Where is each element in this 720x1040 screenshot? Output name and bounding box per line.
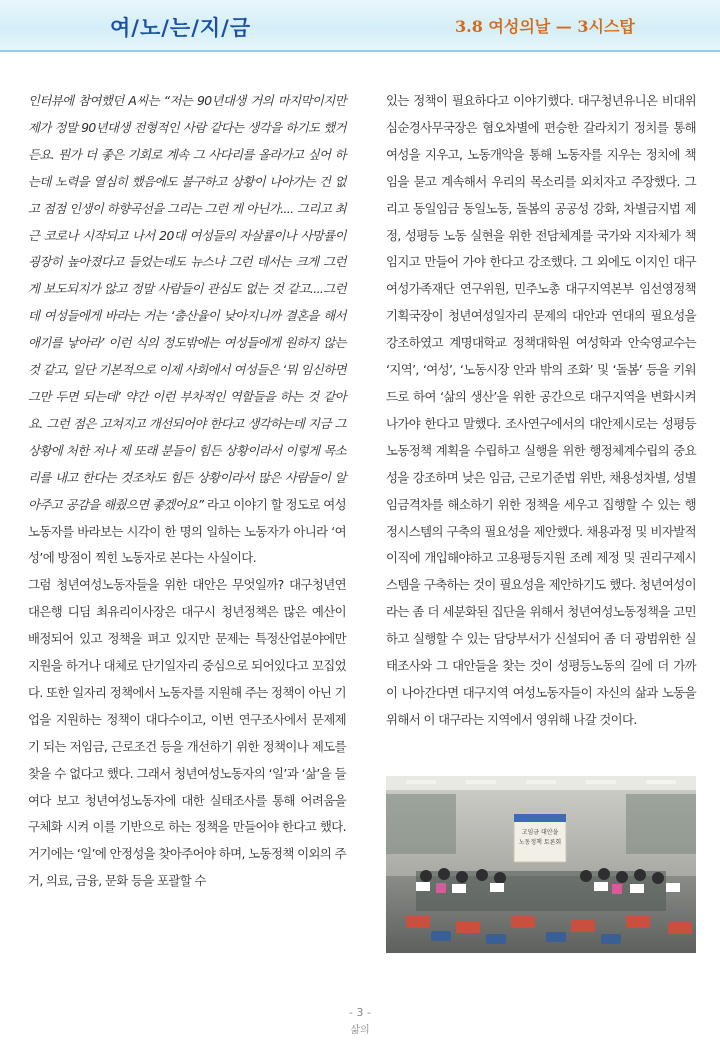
banner-text-line2: 노동정책 토론회	[518, 839, 562, 846]
left-column	[28, 88, 346, 895]
page-number: - 3 -	[349, 1006, 371, 1019]
publication-name: 삶의	[350, 1025, 370, 1036]
interview-quote: 인터뷰에 참여했던 A씨는 “저는 90년대생 거의 마지막이지만 제가 정말 90년대생 전형적인 사람 같다는 생각을 하기도 했거든요. 뭔가 더 좋은 기회로 계속 그 사다리를 올라가고 싶어 하는데 노력을 열심히 했음에도 불구하고 상황이 나아가는 건 없고 점점 인생이 하향곡선을 그리는 그런 게 아닌가.... 그리고 최근 코로나 시작되고 나서 20대 여성들의 자살률이나 사망률이 굉장히 높아졌다고 들었는데도 뉴스나 그런 데서는 크게 그런 게 보도되지가 않고 정말 사람들이 관심도 없는 것 같고....그런데 여성들에게 바라는 거는 ‘출산율이 낮아지니까 결혼을 해서 애기를 낳아라’ 이런 식의 정도밖에는 여성들에게 원하지 않는 것 같고, 일단 기본적으로 이제 사회에서 여성들은 ‘뭐 임신하면 그만 두면 되는데’ 약간 이런 부차적인 역할들을 하는 것 같아요. 그런 점은 고쳐지고 개선되어야 한다고 생각하는데 지금 그 상황에 처한 저나 제 또래 분들이 힘든 상황이라서 이렇게 목소리를 내고 한다는 것조차도 힘든 상황이라서 많은 사람들이 알아주고 공감을 해줬으면 좋겠어요”	[28, 93, 346, 512]
right-column	[386, 88, 696, 734]
left-paragraph-1	[28, 88, 346, 572]
section-title: 여/노/는/지/금	[110, 16, 252, 40]
section-subtitle: 3.8 여성의날 — 3시스탑	[455, 17, 635, 36]
right-paragraph-1: 있는 정책이 필요하다고 이야기했다. 대구청년유니온 비대위 심순경사무국장은 혐오차별에 편승한 갈라치기 정치를 통해 여성을 지우고, 노동개악을 통해 노동자를 지우는 정치에 책임을 묻고 계속해서 우리의 목소리를 외치자고 주장했다. 그리고 동일임금 동일노동, 돌봄의 공공성 강화, 차별금지법 제정, 성평등 노동 실현을 위한 전담체계를 국가와 지자체가 책임지고 만들어 가야 한다고 강조했다. 그 외에도 이지인 대구여성가족재단 연구위원, 민주노총 대구지역본부 임선영정책기획국장이 청년여성일자리 문제의 대안과 연대의 필요성을 강조하였고 계명대학교 정책대학원 여성학과 안숙영교수는 ‘지역’, ‘여성’, ‘노동시장 안과 밖의 조화’ 및 ‘돌봄’ 등을 키워드로 하여 ‘삶의 생산’을 위한 공간으로 대구지역을 변화시켜 나가야 한다고 말했다. 조사연구에서의 대안제시로는 성평등 노동정책 계획을 수립하고 실행을 위한 행정체계수립의 중요성을 강조하며 낮은 임금, 근로기준법 위반, 채용성차별, 성별임금격차를 해소하기 위한 정책을 세우고 집행할 수 있는 행정시스템의 구축의 필요성을 제안했다. 채용과정 및 비자발적 이직에 개입해야하고 고용평등지원 조례 제정 및 권리구제시스템을 구축하는 것이 필요성을 제안하기도 했다. 청년여성이라는 좀 더 세분화된 집단을 위해서 청년여성노동정책을 고민하고 실행할 수 있는 담당부서가 신설되어 좀 더 광범위한 실태조사와 그 대안들을 찾는 것이 성평등노동의 길에 더 가까이 나아간다면 대구지역 여성노동자들이 자신의 삶과 노동을 위해서 이 대구라는 지역에서 영위해 나갈 것이다.	[386, 93, 696, 727]
header-divider	[0, 50, 720, 52]
banner-text-line1: 고임금 대안을	[521, 829, 559, 836]
interview-quote-followup: 라고 이야기 할 정도로 여성노동자를 바라보는 시각이 한 명의 일하는 노동자가 아니라 ‘여성’에 방점이 찍힌 노동자로 본다는 사실이다.	[28, 496, 346, 566]
event-photo	[386, 776, 696, 953]
event-photo-illustration	[386, 776, 696, 953]
left-paragraph-2: 그럼 청년여성노동자들을 위한 대안은 무엇일까? 대구청년연대은행 디딤 최유리이사장은 대구시 청년정책은 많은 예산이 배정되어 있고 정책을 펴고 있지만 문제는 특정산업분야에만 지원을 하거나 대체로 단기일자리 중심으로 되어있다고 꼬집었다. 또한 일자리 정책에서 노동자를 지원해 주는 정책이 아닌 기업을 지원하는 정책이 대다수이고, 이번 연구조사에서 문제제기 되는 저임금, 근로조건 등을 개선하기 위한 정책이나 제도를 찾을 수 없다고 했다. 그래서 청년여성노동자의 ‘일’과 ‘삶’을 들여다 보고 청년여성노동자에 대한 실태조사를 통해 어려움을 구체화 시켜 이를 기반으로 하는 정책을 만들어야 한다고 했다. 거기에는 ‘일’에 안정성을 찾아주어야 하며, 노동정책 이외의 주거, 의료, 금융, 문화 등을 포괄할 수	[28, 577, 346, 889]
